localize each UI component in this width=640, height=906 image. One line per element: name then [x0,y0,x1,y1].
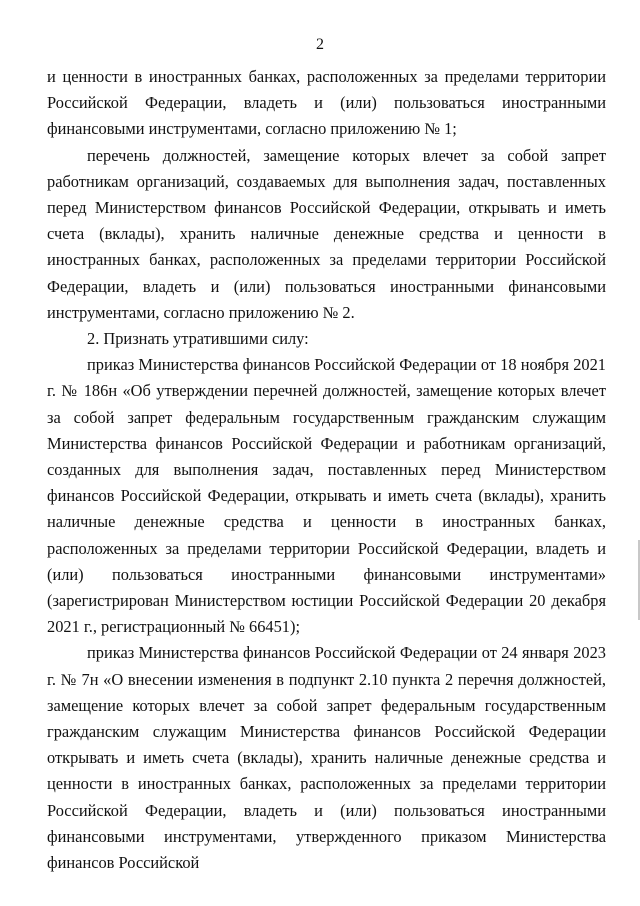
page-number: 2 [316,36,324,53]
document-body [47,64,606,876]
paragraph-continuation: и ценности в иностранных банках, расположенных за пределами территории Российской Федерации, владеть и (или) пользоваться иностранными финансовыми инструментами, согласно приложению № 1; [47,67,606,139]
paragraph-item-2-heading: 2. Признать утратившими силу: [87,329,309,349]
paragraph-order-7n: приказ Министерства финансов Российской Федерации от 24 января 2023 г. № 7н «О внесении изменения в подпункт 2.10 пункта 2 перечня должностей, замещение которых влечет за собой запрет федеральным государственным гражданским служащим Министерства финансов Российской Федерации открывать и иметь счета (вклады), хранить наличные денежные средства и ценности в иностранных банках, расположенных за пределами территории Российской Федерации, владеть и (или) пользоваться иностранными финансовыми инструментами, утвержденного приказом Министерства финансов Российской [47,643,606,873]
paragraph-list-appendix-2: перечень должностей, замещение которых влечет за собой запрет работникам организаций, создаваемых для выполнения задач, поставленных перед Министерством финансов Российской Федерации, открывать и иметь счета (вклады), хранить наличные денежные средства и ценности в иностранных банках, расположенных за пределами территории Российской Федерации, владеть и (или) пользоваться иностранными финансовыми инструментами, согласно приложению № 2. [47,145,606,322]
paragraph-order-186n: приказ Министерства финансов Российской Федерации от 18 ноября 2021 г. № 186н «Об утверждении перечней должностей, замещение которых влечет за собой запрет федеральным государственным гражданским служащим Министерства финансов Российской Федерации и работникам организаций, созданных для выполнения задач, поставленных перед Министерством финансов Российской Федерации, открывать и иметь счета (вклады), хранить наличные денежные средства и ценности в иностранных банках, расположенных за пределами территории Российской Федерации, владеть и (или) пользоваться иностранными финансовыми инструментами» (зарегистрирован Министерством юстиции Российской Федерации 20 декабря 2021 г., регистрационный № 66451); [47,355,606,637]
